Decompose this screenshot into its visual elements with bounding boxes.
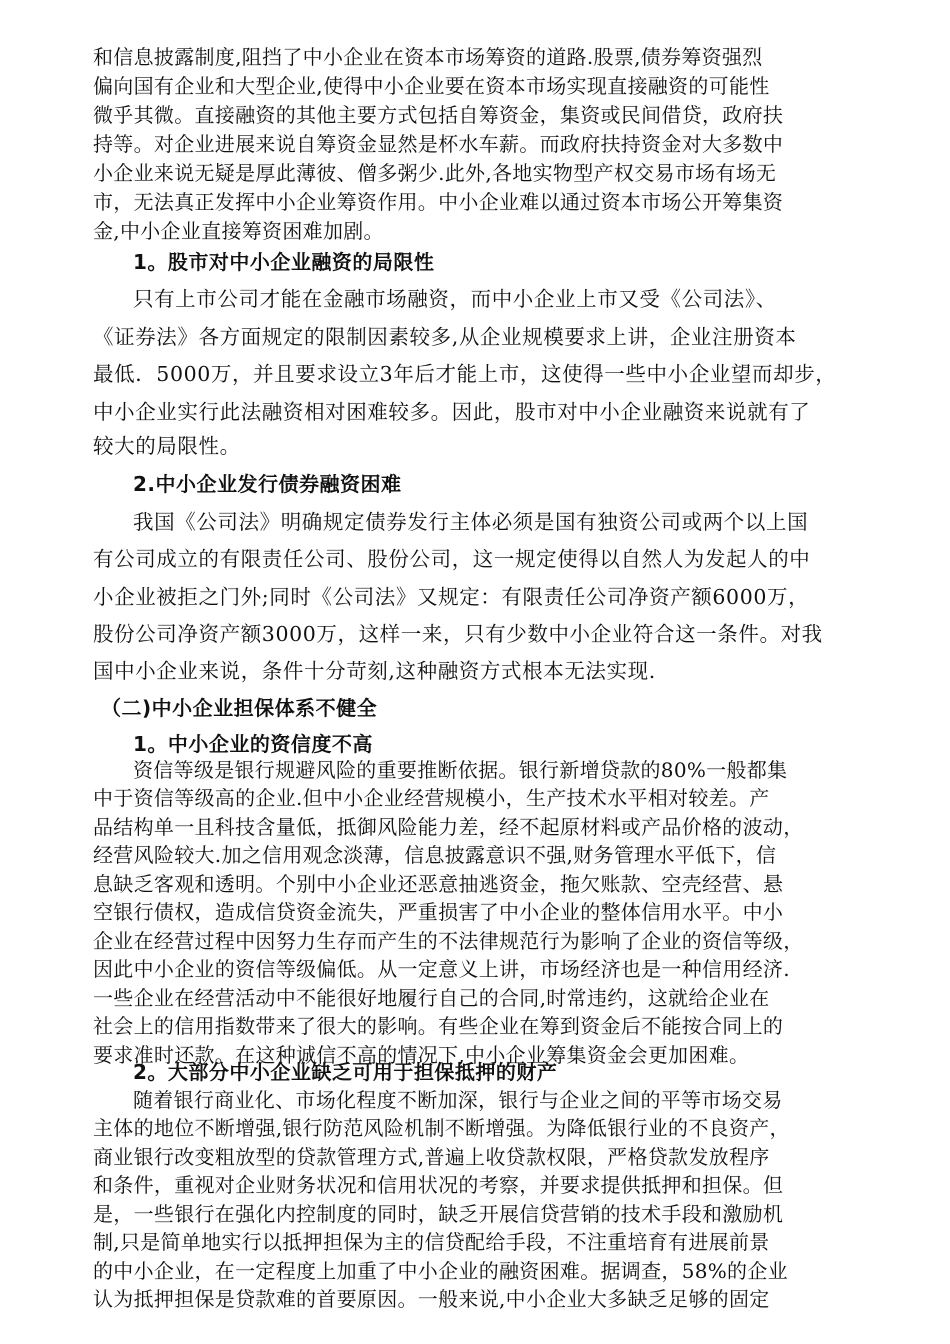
text-line: 认为抵押担保是贷款难的首要原因。一般来说,中小企业大多缺乏足够的固定 (93, 1287, 770, 1311)
text-line: 持等。对企业进展来说自筹资金显然是杯水车薪。而政府扶持资金对大多数中 (93, 132, 784, 156)
text-line: 中于资信等级高的企业.但中小企业经营规模小，生产技术水平相对较差。产 (93, 786, 770, 810)
text-line: 和条件，重视对企业财务状况和信用状况的考察，并要求提供抵押和担保。但 (93, 1173, 784, 1197)
text-line: 股份公司净资产额3000万，这样一来，只有少数中小企业符合这一条件。对我 (93, 622, 823, 646)
text-line: 偏向国有企业和大型企业,使得中小企业要在资本市场实现直接融资的可能性 (93, 74, 770, 98)
heading-stock-market-limitations: 1。股市对中小企业融资的局限性 (133, 250, 435, 274)
heading-bond-financing: 2.中小企业发行债券融资困难 (133, 472, 402, 496)
text-line: 较大的局限性。 (93, 434, 241, 458)
heading-collateral-shortage: 2。大部分中小企业缺乏可用于担保抵押的财产 (133, 1060, 558, 1084)
text-line: 小企业来说无疑是厚此薄彼、僧多粥少.此外,各地实物型产权交易市场有场无 (93, 161, 777, 185)
text-line: 企业在经营过程中因努力生存而产生的不法律规范行为影响了企业的资信等级， (93, 929, 804, 953)
text-line: 随着银行商业化、市场化程度不断加深，银行与企业之间的平等市场交易 (133, 1088, 783, 1112)
heading-credit-rating: 1。中小企业的资信度不高 (133, 732, 373, 756)
text-line: 社会上的信用指数带来了很大的影响。有些企业在筹到资金后不能按合同上的 (93, 1014, 784, 1038)
text-line: 国中小企业来说，条件十分苛刻,这种融资方式根本无法实现. (93, 659, 656, 683)
text-line: 经营风险较大.加之信用观念淡薄，信息披露意识不强,财务管理水平低下，信 (93, 843, 777, 867)
text-line: 是，一些银行在强化内控制度的同时，缺乏开展信贷营销的技术手段和激励机 (93, 1202, 784, 1226)
text-line: 空银行债权，造成信贷资金流失，严重损害了中小企业的整体信用水平。中小 (93, 900, 784, 924)
text-line: 金,中小企业直接筹资困难加剧。 (93, 219, 384, 243)
text-line: 有公司成立的有限责任公司、股份公司，这一规定使得以自然人为发起人的中 (93, 547, 811, 571)
section-heading-guarantee-system: （二)中小企业担保体系不健全 (101, 696, 378, 720)
text-line: 的中小企业，在一定程度上加重了中小企业的融资困难。据调查，58%的企业 (93, 1259, 788, 1283)
text-line: 品结构单一且科技含量低，抵御风险能力差，经不起原材料或产品价格的波动， (93, 815, 804, 839)
text-line: 主体的地位不断增强,银行防范风险机制不断增强。为降低银行业的不良资产， (93, 1116, 790, 1140)
text-line: 最低．5000万，并且要求设立3年后才能上市，这使得一些中小企业望而却步， (93, 362, 837, 386)
text-line: 资信等级是银行规避风险的重要推断依据。银行新增贷款的80%一般都集 (133, 758, 788, 782)
text-line: 小企业被拒之门外;同时《公司法》又规定：有限责任公司净资产额6000万， (93, 585, 810, 609)
text-line: 要求准时还款。在这种诚信不高的情况下,中小企业筹集资金会更加困难。 (93, 1043, 750, 1067)
text-line: 中小企业实行此法融资相对困难较多。因此，股市对中小企业融资来说就有了 (93, 400, 811, 424)
text-line: 市，无法真正发挥中小企业筹资作用。中小企业难以通过资本市场公开筹集资 (93, 190, 784, 214)
text-line: 商业银行改变粗放型的贷款管理方式,普遍上收贷款权限，严格贷款发放程序 (93, 1145, 770, 1169)
text-line: 一些企业在经营活动中不能很好地履行自己的合同,时常违约，这就给企业在 (93, 986, 770, 1010)
text-line: 只有上市公司才能在金融市场融资，而中小企业上市又受《公司法》、 (133, 287, 777, 311)
text-line: 和信息披露制度,阻挡了中小企业在资本市场筹资的道路.股票,债券筹资强烈 (93, 45, 763, 69)
text-line: 我国《公司法》明确规定债券发行主体必须是国有独资公司或两个以上国 (133, 510, 809, 534)
text-line: 因此中小企业的资信等级偏低。从一定意义上讲，市场经济也是一种信用经济. (93, 957, 790, 981)
text-line: 微乎其微。直接融资的其他主要方式包括自筹资金，集资或民间借贷，政府扶 (93, 103, 784, 127)
text-line: 《证券法》各方面规定的限制因素较多,从企业规模要求上讲，企业注册资本 (93, 325, 797, 349)
text-line: 息缺乏客观和透明。个别中小企业还恶意抽逃资金，拖欠账款、空壳经营、悬 (93, 872, 784, 896)
text-line: 制,只是简单地实行以抵押担保为主的信贷配给手段，不注重培育有进展前景 (93, 1230, 770, 1254)
